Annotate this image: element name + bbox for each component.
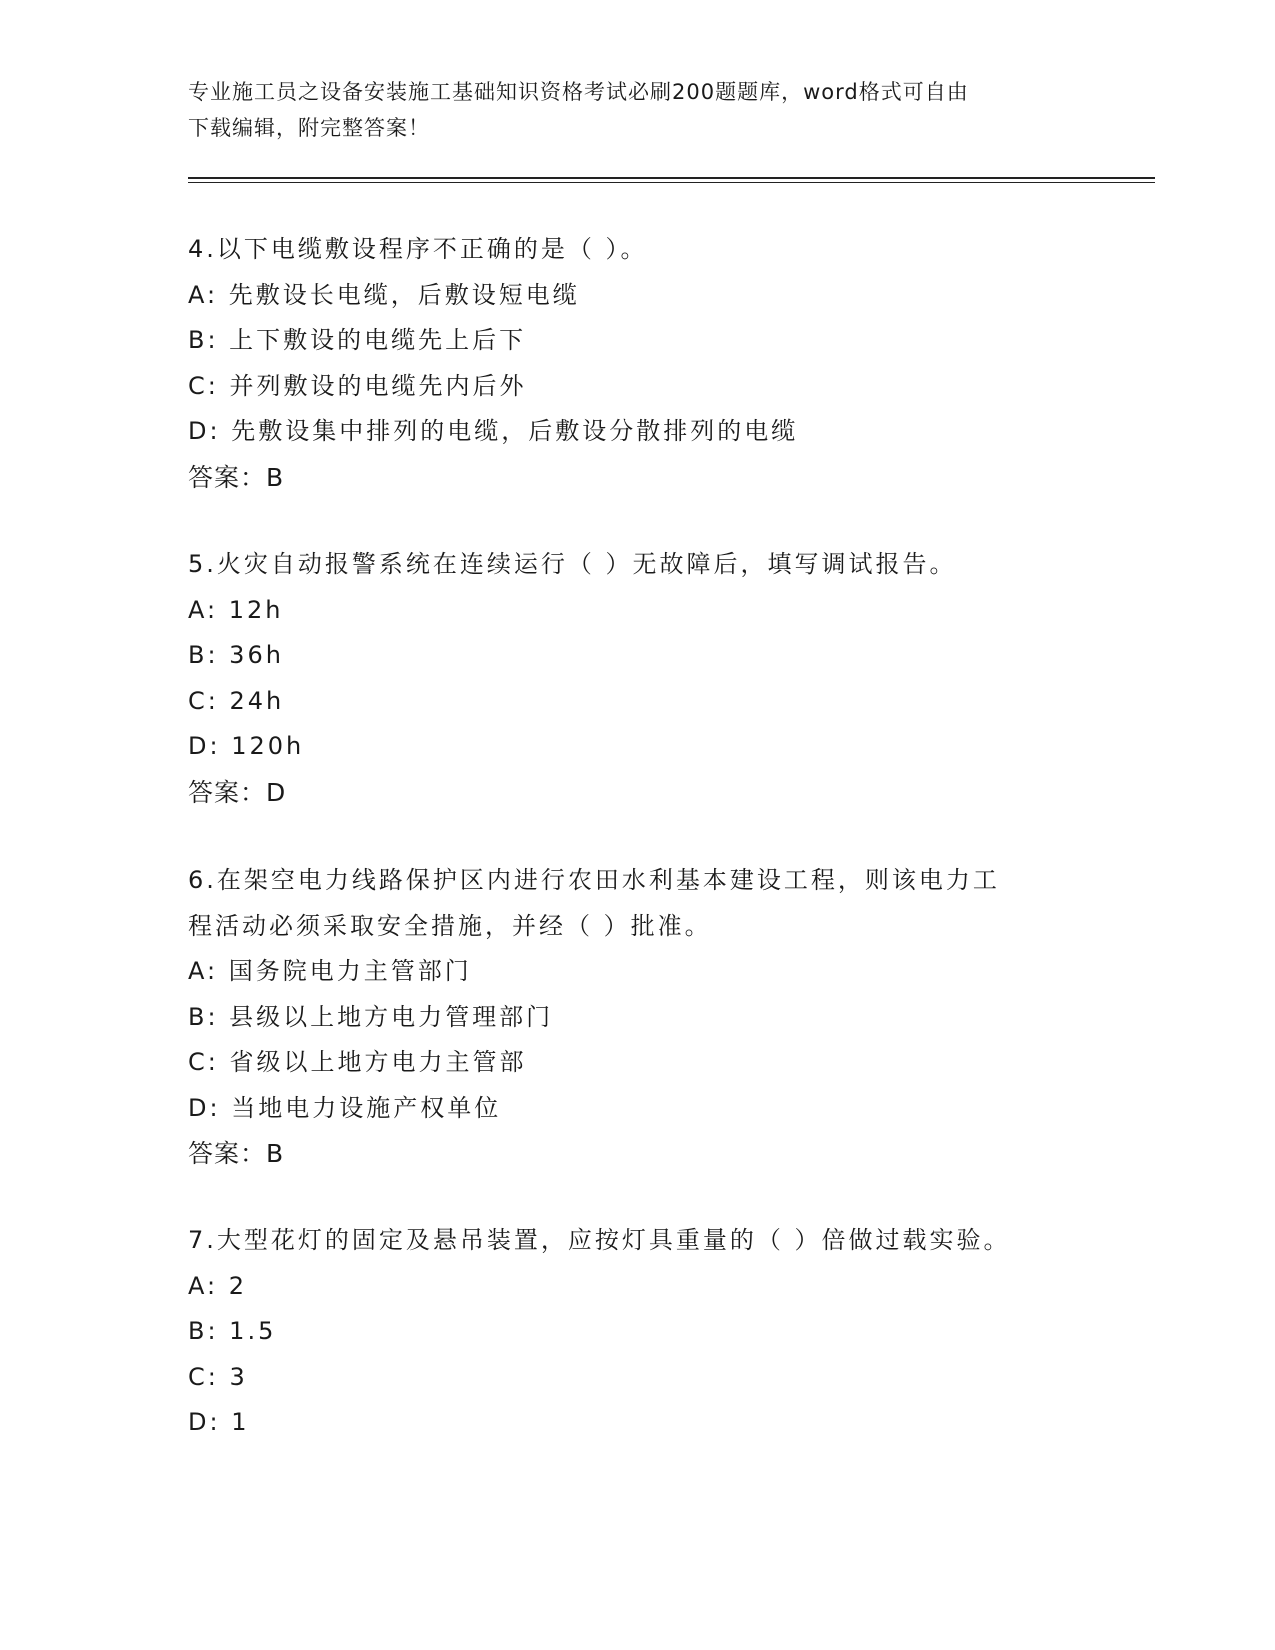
option-d: D: 先敷设集中排列的电缆，后敷设分散排列的电缆 [188,417,799,445]
option-a: A: 12h [188,595,284,624]
header-line-2: 下载编辑，附完整答案！ [188,116,430,140]
option-b: B: 上下敷设的电缆先上后下 [188,326,527,354]
option-c: C: 并列敷设的电缆先内后外 [188,371,527,400]
option-a: A: 2 [188,1271,247,1300]
question-6 [188,858,1088,1176]
answer-line: 答案：D [188,777,287,807]
question-stem-line-1: 6.在架空电力线路保护区内进行农田水利基本建设工程，则该电力工 [188,866,1000,894]
question-5 [188,542,1088,815]
option-a: A: 先敷设长电缆，后敷设短电缆 [188,280,580,309]
question-stem: 7.大型花灯的固定及悬吊装置，应按灯具重量的（ ）倍做过载实验。 [188,1226,1011,1254]
question-stem: 5.火灾自动报警系统在连续运行（ ）无故障后，填写调试报告。 [188,550,957,578]
question-stem: 4.以下电缆敷设程序不正确的是（ ）。 [188,235,648,263]
option-b: B: 36h [188,641,284,669]
option-d: D: 120h [188,732,305,760]
option-b: B: 县级以上地方电力管理部门 [188,1002,554,1031]
answer-line: 答案：B [188,462,285,492]
document-header [188,74,1088,146]
question-7 [188,1218,1088,1446]
option-b: B: 1.5 [188,1317,277,1345]
option-c: C: 24h [188,686,285,715]
option-c: C: 3 [188,1362,248,1391]
header-divider-thin [188,182,1155,183]
option-c: C: 省级以上地方电力主管部 [188,1048,527,1076]
option-d: D: 1 [188,1408,250,1436]
option-d: D: 当地电力设施产权单位 [188,1093,502,1122]
question-4 [188,227,1088,500]
answer-line: 答案：B [188,1139,285,1168]
question-stem-line-2: 程活动必须采取安全措施，并经（ ）批准。 [188,911,712,940]
header-divider-thick [188,177,1155,179]
header-line-1: 专业施工员之设备安装施工基础知识资格考试必刷200题题库，word格式可自由 [188,80,969,104]
option-a: A: 国务院电力主管部门 [188,957,472,985]
